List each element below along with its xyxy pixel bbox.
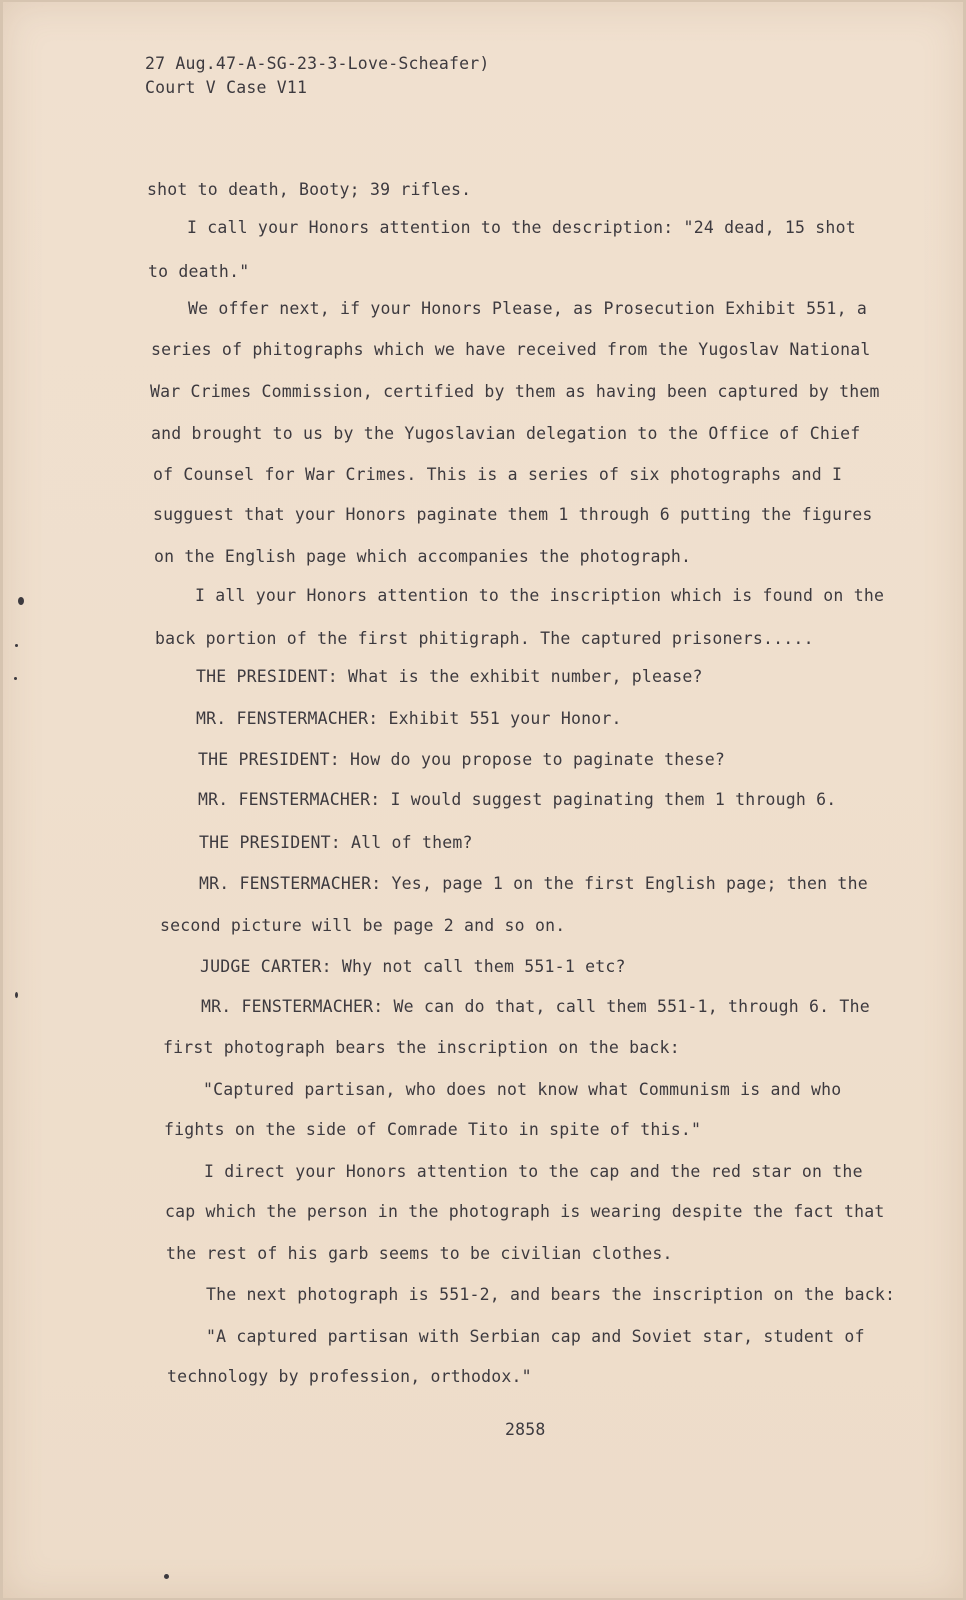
transcript-line: "A captured partisan with Serbian cap and Soviet star, student of	[206, 1327, 865, 1346]
transcript-line: first photograph bears the inscription on the back:	[163, 1038, 680, 1057]
transcript-line: on the English page which accompanies the photograph.	[154, 547, 692, 566]
transcript-line: MR. FENSTERMACHER: Yes, page 1 on the first English page; then the	[199, 874, 868, 893]
transcript-line: technology by profession, orthodox."	[167, 1367, 532, 1386]
transcript-line: shot to death, Booty; 39 rifles.	[147, 180, 472, 199]
transcript-line: We offer next, if your Honors Please, as Prosecution Exhibit 551, a	[188, 299, 867, 318]
transcript-line: I call your Honors attention to the description: "24 dead, 15 shot	[187, 218, 856, 237]
transcript-line: THE PRESIDENT: What is the exhibit number, please?	[196, 667, 703, 686]
header-court-case: Court V Case V11	[145, 78, 308, 97]
page-number: 2858	[505, 1420, 546, 1439]
transcript-line: MR. FENSTERMACHER: I would suggest paginating them 1 through 6.	[198, 790, 837, 809]
transcript-line: second picture will be page 2 and so on.	[160, 916, 566, 935]
transcript-line: MR. FENSTERMACHER: Exhibit 551 your Honor.	[196, 709, 622, 728]
transcript-line: THE PRESIDENT: All of them?	[199, 833, 473, 852]
margin-mark	[15, 992, 18, 998]
margin-mark	[14, 677, 17, 680]
transcript-line: back portion of the first phitigraph. The captured prisoners.....	[155, 629, 814, 648]
transcript-line: MR. FENSTERMACHER: We can do that, call them 551-1, through 6. The	[201, 997, 870, 1016]
transcript-line: JUDGE CARTER: Why not call them 551-1 etc?	[200, 957, 626, 976]
transcript-line: of Counsel for War Crimes. This is a series of six photographs and I	[153, 465, 843, 484]
transcript-line: sugguest that your Honors paginate them 1 through 6 putting the figures	[153, 505, 873, 524]
transcript-line: I direct your Honors attention to the cap and the red star on the	[204, 1162, 863, 1181]
transcript-line: fights on the side of Comrade Tito in spite of this."	[164, 1120, 702, 1139]
transcript-line: series of phitographs which we have received from the Yugoslav National	[151, 340, 871, 359]
transcript-line: cap which the person in the photograph is wearing despite the fact that	[165, 1202, 885, 1221]
transcript-line: the rest of his garb seems to be civilian clothes.	[166, 1244, 673, 1263]
document-header	[145, 52, 490, 100]
transcript-line: THE PRESIDENT: How do you propose to paginate these?	[198, 750, 725, 769]
transcript-line: to death."	[148, 262, 250, 281]
document-page	[3, 2, 963, 1598]
margin-mark	[18, 597, 24, 605]
transcript-line: "Captured partisan, who does not know what Communism is and who	[203, 1080, 842, 1099]
transcript-line: War Crimes Commission, certified by them as having been captured by them	[150, 382, 880, 401]
margin-mark	[164, 1574, 169, 1579]
transcript-line: I all your Honors attention to the inscription which is found on the	[195, 586, 885, 605]
margin-mark	[15, 644, 18, 647]
header-reference: 27 Aug.47-A-SG-23-3-Love-Scheafer)	[145, 54, 490, 73]
transcript-line: The next photograph is 551-2, and bears the inscription on the back:	[206, 1285, 896, 1304]
transcript-line: and brought to us by the Yugoslavian delegation to the Office of Chief	[151, 424, 861, 443]
